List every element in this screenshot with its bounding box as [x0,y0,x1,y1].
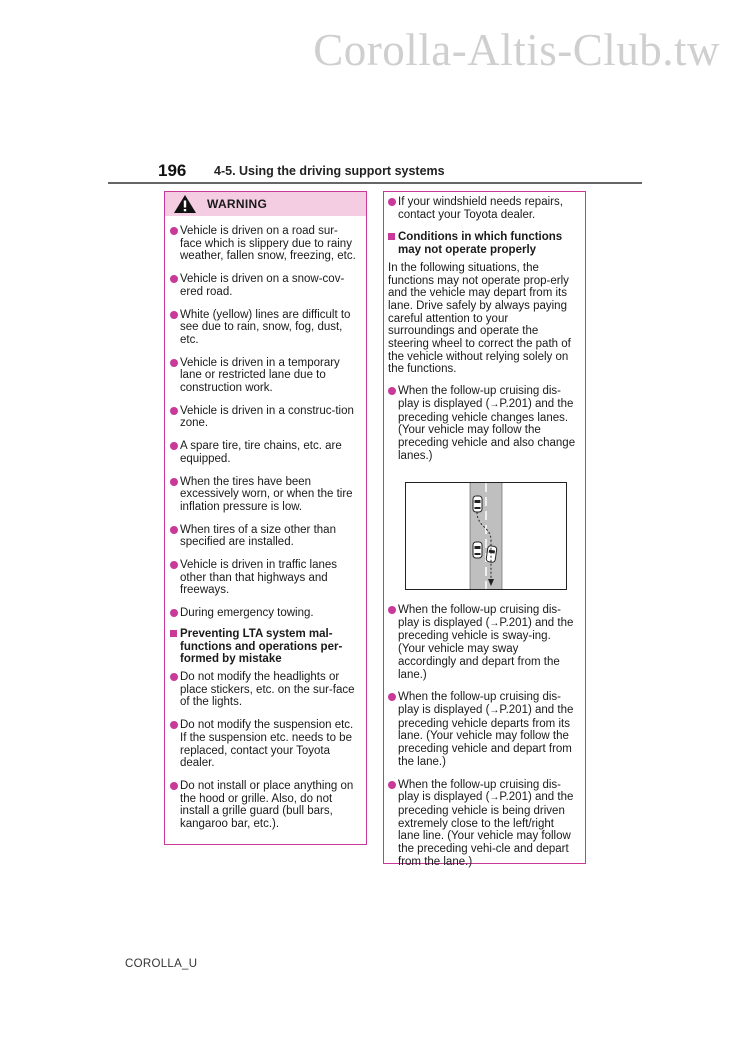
page-reference: P.201 [499,791,528,804]
preceding-car-icon [473,496,482,512]
subheading-preventing-malfunctions: Preventing LTA system mal-functions and operations per-formed by mistake [170,628,357,666]
list-item: If your windshield needs repairs, contact your Toyota dealer. [388,196,576,221]
bullet-icon [170,311,178,319]
bullet-icon [170,782,178,790]
list-item: When the follow-up cruising dis-play is displayed (→P.201) and the preceding vehicle is being driven extremely close to the left/right lane line. (Your vehicle may follow the preceding vehi-cle and depart from the lane.) [388,779,576,869]
list-item: White (yellow) lines are difficult to see due to rain, snow, fog, dust, etc. [170,309,357,347]
list-item: Vehicle is driven in traffic lanes other than that highways and freeways. [170,559,357,597]
right-arrow-icon: → [489,398,500,410]
bullet-icon [170,227,178,235]
list-item: When the follow-up cruising dis-play is displayed (→P.201) and the preceding vehicle is sway-ing. (Your vehicle may sway accordingly and depart from the lane.) [388,604,576,681]
bullet-icon [388,781,396,789]
warning-title: WARNING [207,196,268,211]
list-item: Vehicle is driven in a temporary lane or restricted lane due to construction work. [170,357,357,395]
conditions-paragraph: In the following situations, the functions may not operate prop-erly and the vehicle may depart from its lane. Drive safely by always paying careful attention to your surroundings and operate the steering wheel to correct the path of the vehicle without relying solely on the functions. [388,261,571,376]
bullet-icon [170,561,178,569]
footer-model-code: COROLLA_U [125,958,198,970]
bullet-icon [388,693,396,701]
bullet-icon [170,407,178,415]
list-item: Vehicle is driven on a road sur-face which is slippery due to rainy weather, fallen snow, freezing, etc. [170,225,357,263]
page-reference: P.201 [499,616,528,629]
page-reference: P.201 [499,703,528,716]
list-item: Do not modify the headlights or place stickers, etc. on the sur-face of the lights. [170,671,357,709]
right-arrow-icon: → [489,704,500,716]
page-reference: P.201 [499,397,528,410]
right-arrow-icon: → [489,617,500,629]
bullet-icon [170,478,178,486]
list-item: Vehicle is driven in a construc-tion zone. [170,405,357,430]
own-car-icon [473,542,482,558]
bullet-icon [170,442,178,450]
list-item: When the follow-up cruising dis-play is displayed (→P.201) and the preceding vehicle changes lanes. (Your vehicle may follow the preceding vehicle and also change lanes.) [388,385,576,462]
warning-box-right [383,191,586,868]
bullet-icon [170,275,178,283]
list-item: When tires of a size other than specified are installed. [170,524,357,549]
list-item: A spare tire, tire chains, etc. are equipped. [170,440,357,465]
list-item: Vehicle is driven on a snow-cov-ered road. [170,273,357,298]
header-rule [108,182,642,184]
lane-change-illustration [405,482,567,590]
bullet-icon [170,673,178,681]
warning-triangle-icon [173,194,197,214]
list-item: During emergency towing. [170,607,357,620]
bullet-icon [388,387,396,395]
section-title: 4-5. Using the driving support systems [214,164,445,178]
bullet-icon [388,606,396,614]
watermark-text: Corolla-Altis-Club.tw [313,25,720,75]
bullet-icon [170,359,178,367]
bullet-icon [170,609,178,617]
list-item: Do not install or place anything on the hood or grille. Also, do not install a grille guard (bull bars, kangaroo bar, etc.). [170,780,357,831]
bullet-icon [170,721,178,729]
square-bullet-icon [388,233,395,240]
bullet-icon [170,526,178,534]
bullet-icon [388,198,396,206]
warning-header [165,192,366,216]
square-bullet-icon [170,630,177,637]
right-arrow-icon: → [489,792,500,804]
page-number: 196 [158,161,187,180]
warning-box-left [164,191,367,845]
list-item: When the tires have been excessively worn, or when the tire inflation pressure is low. [170,476,357,514]
list-item: When the follow-up cruising dis-play is displayed (→P.201) and the preceding vehicle departs from its lane. (Your vehicle may follow the preceding vehicle and depart from the lane.) [388,691,576,768]
subheading-conditions: Conditions in which functions may not operate properly [388,231,576,256]
list-item: Do not modify the suspension etc. If the suspension etc. needs to be replaced, contact your Toyota dealer. [170,719,357,770]
